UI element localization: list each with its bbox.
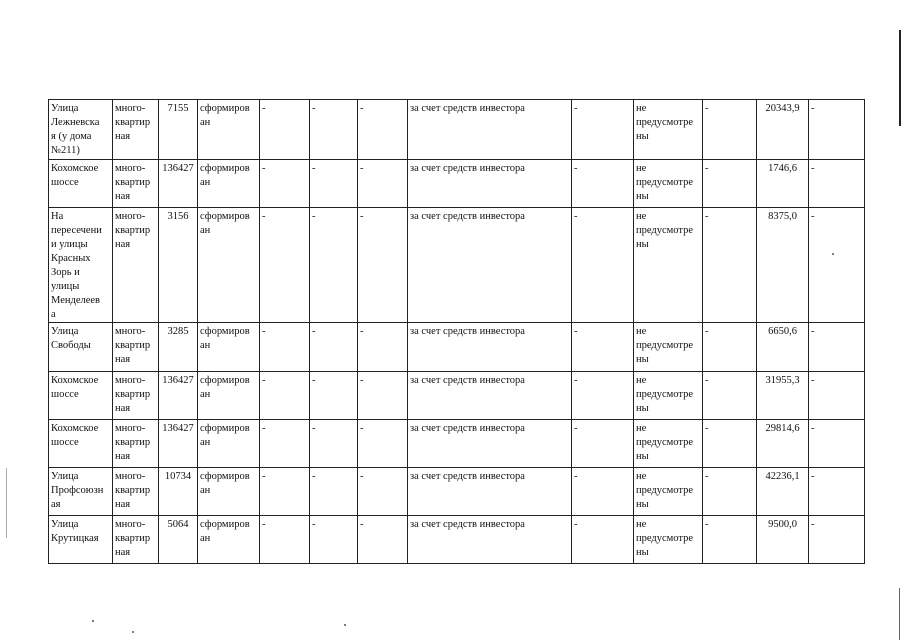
table-body (49, 100, 865, 564)
dash-cell: - (703, 323, 757, 372)
table-row (49, 100, 865, 160)
dash-cell: - (703, 516, 757, 564)
dash-cell: - (358, 468, 408, 516)
dash-cell: - (260, 516, 310, 564)
status-cell: сформиров ан (198, 516, 260, 564)
dash-cell: - (310, 160, 358, 208)
dash-cell: - (260, 420, 310, 468)
dash-cell: - (809, 100, 865, 160)
dash-cell: - (310, 208, 358, 323)
provision-cell: не предусмотре ны (634, 160, 703, 208)
provision-cell: не предусмотре ны (634, 208, 703, 323)
dash-cell: - (703, 420, 757, 468)
scan-speck (344, 624, 346, 626)
funding-source-cell: за счет средств инвестора (408, 468, 572, 516)
page-edge-line-top-right (899, 30, 901, 126)
funding-source-cell: за счет средств инвестора (408, 160, 572, 208)
area-cell: 136427 (159, 420, 198, 468)
dash-cell: - (260, 100, 310, 160)
dash-cell: - (310, 420, 358, 468)
building-type-cell: много- квартир ная (113, 208, 159, 323)
dash-cell: - (809, 208, 865, 323)
value-cell: 29814,6 (757, 420, 809, 468)
dash-cell: - (809, 516, 865, 564)
status-cell: сформиров ан (198, 372, 260, 420)
value-cell: 6650,6 (757, 323, 809, 372)
dash-cell: - (809, 468, 865, 516)
dash-cell: - (310, 323, 358, 372)
table-row (49, 468, 865, 516)
dash-cell: - (358, 100, 408, 160)
building-type-cell: много- квартир ная (113, 516, 159, 564)
provision-cell: не предусмотре ны (634, 516, 703, 564)
value-cell: 42236,1 (757, 468, 809, 516)
dash-cell: - (358, 516, 408, 564)
table-row (49, 208, 865, 323)
funding-source-cell: за счет средств инвестора (408, 323, 572, 372)
building-type-cell: много- квартир ная (113, 100, 159, 160)
location-cell: Кохомское шоссе (49, 160, 113, 208)
dash-cell: - (572, 468, 634, 516)
value-cell: 8375,0 (757, 208, 809, 323)
dash-cell: - (809, 323, 865, 372)
table-row (49, 516, 865, 564)
value-cell: 20343,9 (757, 100, 809, 160)
area-cell: 7155 (159, 100, 198, 160)
provision-cell: не предусмотре ны (634, 323, 703, 372)
dash-cell: - (358, 160, 408, 208)
dash-cell: - (809, 372, 865, 420)
funding-source-cell: за счет средств инвестора (408, 420, 572, 468)
table-row (49, 372, 865, 420)
dash-cell: - (358, 323, 408, 372)
location-cell: На пересечени и улицы Красных Зорь и улицы Менделеев а (49, 208, 113, 323)
value-cell: 9500,0 (757, 516, 809, 564)
dash-cell: - (310, 100, 358, 160)
dash-cell: - (310, 516, 358, 564)
status-cell: сформиров ан (198, 160, 260, 208)
dash-cell: - (703, 372, 757, 420)
dash-cell: - (703, 208, 757, 323)
status-cell: сформиров ан (198, 323, 260, 372)
dash-cell: - (572, 208, 634, 323)
provision-cell: не предусмотре ны (634, 420, 703, 468)
land-plots-table (48, 99, 865, 564)
dash-cell: - (572, 420, 634, 468)
page-edge-line-bottom-right (899, 588, 900, 640)
funding-source-cell: за счет средств инвестора (408, 208, 572, 323)
dash-cell: - (572, 160, 634, 208)
building-type-cell: много- квартир ная (113, 372, 159, 420)
table-row (49, 323, 865, 372)
area-cell: 3285 (159, 323, 198, 372)
status-cell: сформиров ан (198, 208, 260, 323)
dash-cell: - (572, 372, 634, 420)
building-type-cell: много- квартир ная (113, 160, 159, 208)
dash-cell: - (572, 516, 634, 564)
dash-cell: - (260, 372, 310, 420)
value-cell: 1746,6 (757, 160, 809, 208)
location-cell: Улица Свободы (49, 323, 113, 372)
location-cell: Кохомское шоссе (49, 420, 113, 468)
status-cell: сформиров ан (198, 420, 260, 468)
status-cell: сформиров ан (198, 100, 260, 160)
dash-cell: - (260, 208, 310, 323)
funding-source-cell: за счет средств инвестора (408, 372, 572, 420)
building-type-cell: много- квартир ная (113, 420, 159, 468)
area-cell: 136427 (159, 372, 198, 420)
area-cell: 3156 (159, 208, 198, 323)
location-cell: Улица Профсоюзн ая (49, 468, 113, 516)
area-cell: 5064 (159, 516, 198, 564)
location-cell: Улица Лежневска я (у дома №211) (49, 100, 113, 160)
provision-cell: не предусмотре ны (634, 468, 703, 516)
dash-cell: - (809, 420, 865, 468)
dash-cell: - (310, 468, 358, 516)
dash-cell: - (703, 468, 757, 516)
dash-cell: - (260, 468, 310, 516)
dash-cell: - (260, 160, 310, 208)
area-cell: 10734 (159, 468, 198, 516)
dash-cell: - (703, 100, 757, 160)
dash-cell: - (703, 160, 757, 208)
building-type-cell: много- квартир ная (113, 468, 159, 516)
location-cell: Кохомское шоссе (49, 372, 113, 420)
dash-cell: - (310, 372, 358, 420)
funding-source-cell: за счет средств инвестора (408, 516, 572, 564)
building-type-cell: много- квартир ная (113, 323, 159, 372)
table-row (49, 160, 865, 208)
funding-source-cell: за счет средств инвестора (408, 100, 572, 160)
dash-cell: - (358, 420, 408, 468)
dash-cell: - (572, 100, 634, 160)
dash-cell: - (260, 323, 310, 372)
area-cell: 136427 (159, 160, 198, 208)
dash-cell: - (572, 323, 634, 372)
value-cell: 31955,3 (757, 372, 809, 420)
dash-cell: - (358, 208, 408, 323)
provision-cell: не предусмотре ны (634, 100, 703, 160)
provision-cell: не предусмотре ны (634, 372, 703, 420)
table-row (49, 420, 865, 468)
dash-cell: - (809, 160, 865, 208)
status-cell: сформиров ан (198, 468, 260, 516)
scan-speck (132, 631, 134, 633)
scan-speck (92, 620, 94, 622)
dash-cell: - (358, 372, 408, 420)
location-cell: Улица Крутицкая (49, 516, 113, 564)
scan-margin-mark-left (6, 468, 7, 538)
